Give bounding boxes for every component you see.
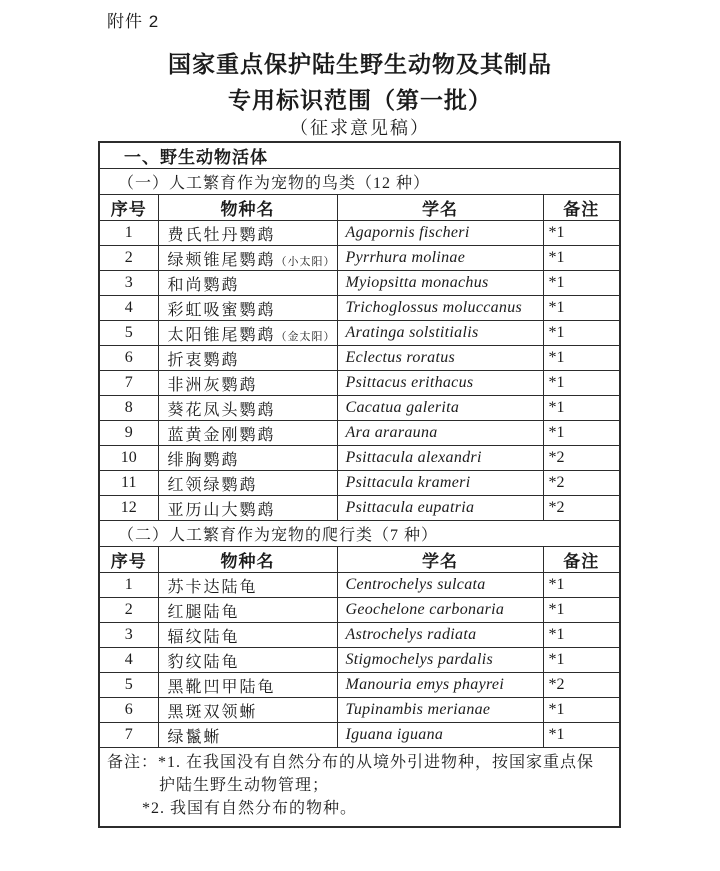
section-row-live-animals bbox=[99, 142, 620, 169]
cell-no: 11 bbox=[99, 471, 158, 496]
table-row bbox=[99, 246, 620, 271]
cell-scientific-name: Cacatua galerita bbox=[337, 396, 543, 421]
cell-no: 1 bbox=[99, 573, 158, 598]
cell-remark: *1 bbox=[543, 421, 620, 446]
cell-scientific-name: Psittacula alexandri bbox=[337, 446, 543, 471]
cell-species-name: 非洲灰鹦鹉 bbox=[158, 371, 337, 396]
subsection-title-reptiles: （二）人工繁育作为宠物的爬行类（7 种） bbox=[99, 521, 620, 547]
cell-no: 6 bbox=[99, 698, 158, 723]
cell-no: 8 bbox=[99, 396, 158, 421]
cell-species-name: 太阳锥尾鹦鹉（金太阳） bbox=[158, 321, 337, 346]
cell-species-name: 绯胸鹦鹉 bbox=[158, 446, 337, 471]
table-row bbox=[99, 296, 620, 321]
cell-remark: *1 bbox=[543, 648, 620, 673]
cell-remark: *1 bbox=[543, 371, 620, 396]
subsection-row-birds bbox=[99, 169, 620, 195]
cell-no: 5 bbox=[99, 321, 158, 346]
cell-remark: *2 bbox=[543, 471, 620, 496]
cell-species-name: 葵花凤头鹦鹉 bbox=[158, 396, 337, 421]
cell-remark: *2 bbox=[543, 446, 620, 471]
cell-remark: *1 bbox=[543, 396, 620, 421]
cell-species-name: 豹纹陆龟 bbox=[158, 648, 337, 673]
table-row bbox=[99, 623, 620, 648]
species-table bbox=[98, 141, 621, 828]
cell-scientific-name: Iguana iguana bbox=[337, 723, 543, 748]
column-header-species-name: 物种名 bbox=[158, 547, 337, 573]
cell-scientific-name: Eclectus roratus bbox=[337, 346, 543, 371]
column-header-no: 序号 bbox=[99, 547, 158, 573]
cell-scientific-name: Stigmochelys pardalis bbox=[337, 648, 543, 673]
cell-scientific-name: Geochelone carbonaria bbox=[337, 598, 543, 623]
table-row bbox=[99, 723, 620, 748]
cell-scientific-name: Centrochelys sulcata bbox=[337, 573, 543, 598]
subsection-row-reptiles bbox=[99, 521, 620, 547]
cell-remark: *1 bbox=[543, 573, 620, 598]
footnote-row bbox=[99, 748, 620, 828]
cell-scientific-name: Manouria emys phayrei bbox=[337, 673, 543, 698]
footnote-line2: 护陆生野生动物管理； bbox=[159, 777, 330, 794]
cell-no: 6 bbox=[99, 346, 158, 371]
cell-remark: *1 bbox=[543, 246, 620, 271]
table-row bbox=[99, 221, 620, 246]
table-row bbox=[99, 673, 620, 698]
page-title-line1: 国家重点保护陆生野生动物及其制品 bbox=[168, 51, 552, 77]
column-header-scientific-name: 学名 bbox=[337, 547, 543, 573]
cell-remark: *1 bbox=[543, 271, 620, 296]
cell-species-name: 绿颊锥尾鹦鹉（小太阳） bbox=[158, 246, 337, 271]
cell-no: 9 bbox=[99, 421, 158, 446]
cell-scientific-name: Psittacula krameri bbox=[337, 471, 543, 496]
table-row bbox=[99, 648, 620, 673]
cell-species-name: 费氏牡丹鹦鹉 bbox=[158, 221, 337, 246]
cell-species-name: 彩虹吸蜜鹦鹉 bbox=[158, 296, 337, 321]
cell-scientific-name: Agapornis fischeri bbox=[337, 221, 543, 246]
cell-species-name: 红腿陆龟 bbox=[158, 598, 337, 623]
column-header-remark: 备注 bbox=[543, 195, 620, 221]
cell-species-name: 亚历山大鹦鹉 bbox=[158, 496, 337, 521]
footnote-line1: 备注：*1. 在我国没有自然分布的从境外引进物种，按国家重点保 bbox=[107, 754, 595, 771]
page-title-line2: 专用标识范围（第一批） bbox=[228, 87, 492, 113]
cell-scientific-name: Aratinga solstitialis bbox=[337, 321, 543, 346]
cell-no: 3 bbox=[99, 623, 158, 648]
column-header-species-name: 物种名 bbox=[158, 195, 337, 221]
cell-species-name: 蓝黄金刚鹦鹉 bbox=[158, 421, 337, 446]
cell-scientific-name: Pyrrhura molinae bbox=[337, 246, 543, 271]
table-row bbox=[99, 496, 620, 521]
attachment-label: 附件 2 bbox=[107, 12, 160, 31]
cell-remark: *2 bbox=[543, 673, 620, 698]
cell-species-name: 绿鬣蜥 bbox=[158, 723, 337, 748]
species-name-note: （小太阳） bbox=[275, 255, 336, 268]
cell-remark: *1 bbox=[543, 321, 620, 346]
table-row bbox=[99, 371, 620, 396]
column-header-scientific-name: 学名 bbox=[337, 195, 543, 221]
table-row bbox=[99, 698, 620, 723]
cell-no: 2 bbox=[99, 598, 158, 623]
footnote-cell bbox=[99, 748, 620, 828]
footnote-line3: *2. 我国有自然分布的物种。 bbox=[142, 800, 358, 817]
cell-remark: *1 bbox=[543, 623, 620, 648]
column-header-no: 序号 bbox=[99, 195, 158, 221]
subsection-title-birds: （一）人工繁育作为宠物的鸟类（12 种） bbox=[99, 169, 620, 195]
cell-scientific-name: Astrochelys radiata bbox=[337, 623, 543, 648]
cell-remark: *1 bbox=[543, 346, 620, 371]
cell-remark: *1 bbox=[543, 296, 620, 321]
cell-no: 10 bbox=[99, 446, 158, 471]
cell-no: 7 bbox=[99, 371, 158, 396]
table-row bbox=[99, 598, 620, 623]
cell-scientific-name: Trichoglossus moluccanus bbox=[337, 296, 543, 321]
cell-no: 7 bbox=[99, 723, 158, 748]
cell-scientific-name: Myiopsitta monachus bbox=[337, 271, 543, 296]
cell-species-name: 苏卡达陆龟 bbox=[158, 573, 337, 598]
section-title: 一、野生动物活体 bbox=[99, 142, 620, 169]
cell-no: 5 bbox=[99, 673, 158, 698]
cell-scientific-name: Psittacus erithacus bbox=[337, 371, 543, 396]
reptiles-header-row bbox=[99, 547, 620, 573]
cell-scientific-name: Psittacula eupatria bbox=[337, 496, 543, 521]
table-row bbox=[99, 396, 620, 421]
cell-no: 3 bbox=[99, 271, 158, 296]
cell-species-name: 辐纹陆龟 bbox=[158, 623, 337, 648]
cell-no: 1 bbox=[99, 221, 158, 246]
cell-remark: *1 bbox=[543, 598, 620, 623]
cell-species-name: 和尚鹦鹉 bbox=[158, 271, 337, 296]
cell-remark: *1 bbox=[543, 698, 620, 723]
cell-species-name: 折衷鹦鹉 bbox=[158, 346, 337, 371]
cell-remark: *1 bbox=[543, 221, 620, 246]
cell-scientific-name: Ara ararauna bbox=[337, 421, 543, 446]
cell-no: 4 bbox=[99, 648, 158, 673]
table-row bbox=[99, 321, 620, 346]
page-title-line3: （征求意见稿） bbox=[290, 118, 430, 138]
cell-remark: *1 bbox=[543, 723, 620, 748]
table-row bbox=[99, 346, 620, 371]
cell-no: 2 bbox=[99, 246, 158, 271]
table-row bbox=[99, 421, 620, 446]
cell-species-name: 黑斑双领蜥 bbox=[158, 698, 337, 723]
cell-remark: *2 bbox=[543, 496, 620, 521]
cell-no: 12 bbox=[99, 496, 158, 521]
birds-header-row bbox=[99, 195, 620, 221]
table-row bbox=[99, 471, 620, 496]
cell-species-name: 黑靴凹甲陆龟 bbox=[158, 673, 337, 698]
table-row bbox=[99, 573, 620, 598]
species-name-note: （金太阳） bbox=[275, 330, 336, 343]
table-row bbox=[99, 271, 620, 296]
cell-species-name: 红领绿鹦鹉 bbox=[158, 471, 337, 496]
cell-no: 4 bbox=[99, 296, 158, 321]
table-row bbox=[99, 446, 620, 471]
cell-scientific-name: Tupinambis merianae bbox=[337, 698, 543, 723]
column-header-remark: 备注 bbox=[543, 547, 620, 573]
